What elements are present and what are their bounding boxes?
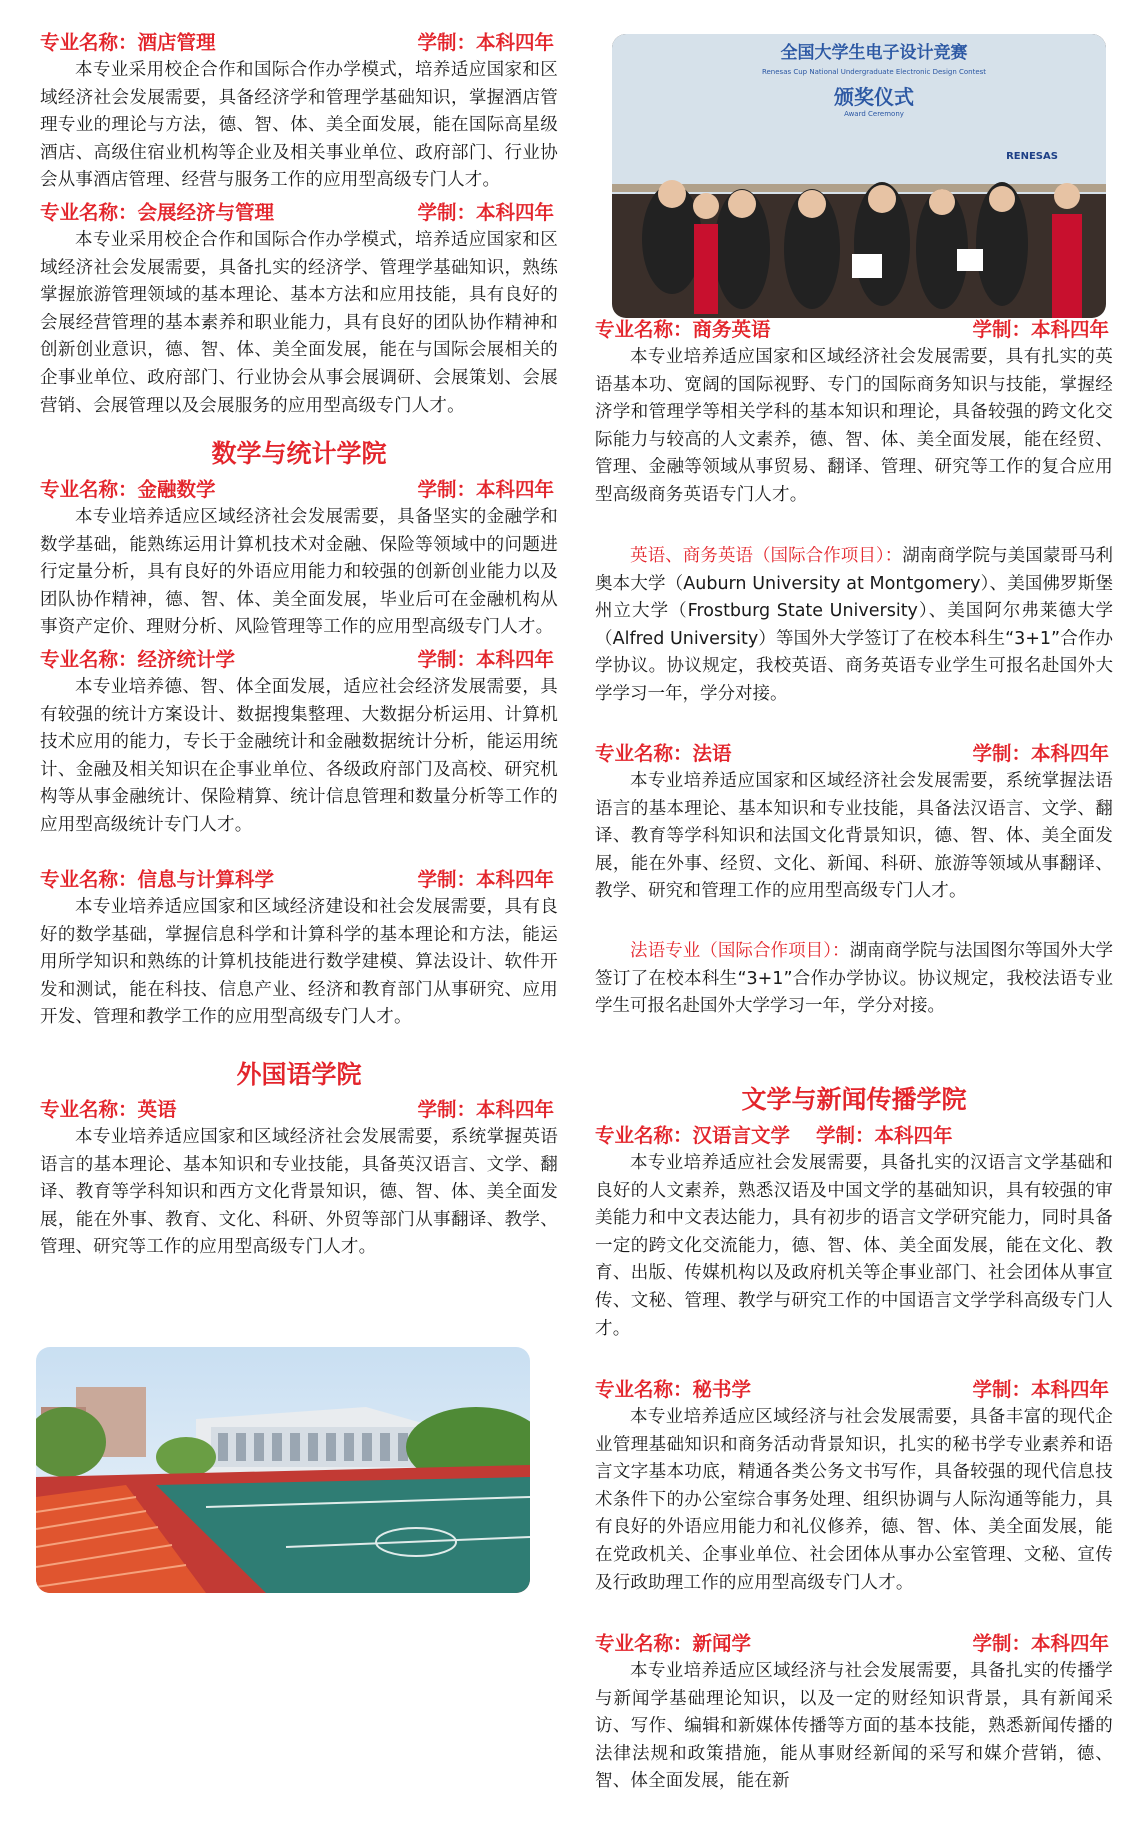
major-years: 本科四年 — [1030, 1632, 1109, 1655]
banner-title: 全国大学生电子设计竞赛 — [780, 43, 968, 63]
major-name: 经济统计学 — [137, 648, 236, 671]
major-years: 本科四年 — [1030, 742, 1109, 765]
banner-ceremony: 颁奖仪式 — [834, 85, 914, 109]
major-hotel — [40, 29, 558, 195]
major-name: 会展经济与管理 — [137, 201, 275, 224]
note-title: 法语专业（国际合作项目）： — [630, 941, 850, 961]
major-description: 本专业培养德、智、体全面发展，适应社会经济发展需要，具有较强的统计方案设计、数据搜集整理、大数据分析运用、计算机技术应用的能力，专长于金融统计和金融数据统计分析，能运用统计、金融及相关知识在企事业单位、各级政府部门及高校、研究机构等从事金融统计、保险精算、统计信息管理和数量分析等工作的应用型高级统计专门人才。 — [40, 677, 558, 835]
major-years: 本科四年 — [874, 1124, 953, 1147]
major-english — [40, 1096, 558, 1262]
college-title-literature: 文学与新闻传播学院 — [741, 1085, 967, 1114]
major-heading: 专业名称：商务英语 学制：本科四年 — [595, 318, 1109, 341]
major-heading: 专业名称：秘书学 学制：本科四年 — [595, 1378, 1109, 1401]
major-name: 法语 — [692, 742, 732, 765]
major-infocomp — [40, 866, 558, 1032]
major-years: 本科四年 — [1030, 318, 1109, 341]
major-years: 本科四年 — [475, 478, 554, 501]
major-heading: 专业名称：汉语言文学 学制：本科四年 — [595, 1124, 953, 1147]
intl-program-note-english — [595, 543, 1113, 709]
major-description: 本专业培养适应区域经济与社会发展需要，具备扎实的传播学与新闻学基础理论知识，以及一定的财经知识背景，具有新闻采访、写作、编辑和新媒体传播等方面的基本技能，熟悉新闻传播的法律法规和政策措施，能从事财经新闻的采写和媒介营销，德、智、体全面发展，能在新 — [595, 1661, 1113, 1792]
college-title-math: 数学与统计学院 — [211, 439, 387, 468]
major-french — [595, 740, 1113, 906]
major-journalism — [595, 1630, 1113, 1796]
note-text: 湖南商学院与美国蒙哥马利奥本大学（Auburn University at Montgomery）、美国佛罗斯堡州立大学（Frostburg State University）、美国阿尔弗莱德大学（Alfred University）等国外大学签订了在校本科生“3+1”合作办学协议。协议规定，我校英语、商务英语专业学生可报名赴国外大学学习一年，学分对接。 — [595, 546, 1114, 704]
major-exhibition — [40, 199, 558, 420]
intl-program-note-french — [595, 938, 1113, 1021]
major-name: 秘书学 — [692, 1378, 752, 1401]
major-name: 汉语言文学 — [692, 1124, 791, 1147]
banner-ceremony-en: Award Ceremony — [844, 110, 904, 118]
award-ceremony-illustration — [612, 34, 1106, 318]
major-description: 本专业培养适应国家和区域经济建设和社会发展需要，具有良好的数学基础，掌握信息科学和计算科学的基本理论和方法，能运用所学知识和熟练的计算机技能进行数学建模、算法设计、软件开发和测试，能在科技、信息产业、经济和教育部门从事研究、应用开发、管理和教学工作的应用型高级专门人才。 — [40, 897, 558, 1028]
major-years: 本科四年 — [475, 648, 554, 671]
major-bizenglish — [595, 316, 1113, 510]
major-description: 本专业培养适应区域经济社会发展需要，具备坚实的金融学和数学基础，能熟练运用计算机技术对金融、保险等领域中的问题进行定量分析，具有良好的外语应用能力和较强的创新创业能力以及团队协作精神，德、智、体、美全面发展，毕业后可在金融机构从事资产定价、理财分析、风险管理等工作的应用型高级专门人才。 — [40, 507, 558, 638]
major-econstat — [40, 646, 558, 840]
major-name: 金融数学 — [137, 478, 216, 501]
banner-subtitle: Renesas Cup National Undergraduate Electronic Design Contest — [761, 68, 987, 76]
major-description: 本专业采用校企合作和国际合作办学模式，培养适应国家和区域经济社会发展需要，具备扎实的经济学、管理学基础知识，熟练掌握旅游管理领域的基本理论、基本方法和应用技能，具有良好的会展经营管理的基本素养和职业能力，具有良好的团队协作精神和创新创业意识，德、智、体、美全面发展，能在与国际会展相关的企事业单位、政府部门、行业协会从事会展调研、会展策划、会展营销、会展管理以及会展服务的应用型高级专门人才。 — [40, 230, 558, 416]
college-title-foreign: 外国语学院 — [236, 1060, 362, 1089]
major-heading: 专业名称：信息与计算科学 学制：本科四年 — [40, 868, 554, 891]
banner-brand: RENESAS — [1006, 151, 1058, 162]
major-heading: 专业名称：法语 学制：本科四年 — [595, 742, 1109, 765]
note-title: 英语、商务英语（国际合作项目）： — [630, 546, 903, 566]
major-years: 本科四年 — [1030, 1378, 1109, 1401]
major-description: 本专业培养适应区域经济与社会发展需要，具备丰富的现代企业管理基础知识和商务活动背景知识，扎实的秘书学专业素养和语言文字基本功底，精通各类公务文书写作，具备较强的现代信息技术条件下的办公室综合事务处理、组织协调与人际沟通等能力，具有良好的外语应用能力和礼仪修养，德、智、体、美全面发展，能在党政机关、企事业单位、社会团体从事办公室管理、文秘、宣传及行政助理工作的应用型高级专门人才。 — [595, 1407, 1113, 1593]
major-years: 本科四年 — [475, 1098, 554, 1121]
major-heading: 专业名称：新闻学 学制：本科四年 — [595, 1632, 1109, 1655]
note-text: 湖南商学院与法国图尔等国外大学签订了在校本科生“3+1”合作办学协议。协议规定，我校法语专业学生可报名赴国外大学学习一年，学分对接。 — [595, 941, 1114, 1017]
major-name: 英语 — [137, 1098, 177, 1121]
major-years: 本科四年 — [475, 868, 554, 891]
major-secretary — [595, 1376, 1113, 1597]
major-years: 本科四年 — [475, 201, 554, 224]
major-name: 酒店管理 — [137, 31, 216, 54]
major-description: 本专业采用校企合作和国际合作办学模式，培养适应国家和区域经济社会发展需要，具备经济学和管理学基础知识，掌握酒店管理专业的理论与方法，德、智、体、美全面发展，能在国际高星级酒店、高级住宿业机构等企业及相关事业单位、政府部门、行业协会从事酒店管理、经营与服务工作的应用型高级专门人才。 — [40, 60, 558, 191]
major-chinese — [595, 1122, 1113, 1343]
award-ceremony-photo — [612, 34, 1106, 318]
major-description: 本专业培养适应国家和区域经济社会发展需要，系统掌握英语语言的基本理论、基本知识和专业技能，具备英汉语言、文学、翻译、教育等学科知识和西方文化背景知识，德、智、体、美全面发展，能在外事、教育、文化、科研、外贸等部门从事翻译、教学、管理、研究等工作的应用型高级专门人才。 — [40, 1127, 558, 1258]
campus-court-photo — [36, 1347, 530, 1593]
major-years: 本科四年 — [475, 31, 554, 54]
major-name: 新闻学 — [692, 1632, 752, 1655]
major-heading: 专业名称：酒店管理 学制：本科四年 — [40, 31, 554, 54]
major-name: 信息与计算科学 — [137, 868, 275, 891]
campus-court-illustration — [36, 1347, 530, 1593]
major-description: 本专业培养适应国家和区域经济社会发展需要，系统掌握法语语言的基本理论、基本知识和专业技能，具备法汉语言、文学、翻译、教育等学科知识和法国文化背景知识，德、智、体、美全面发展，能在外事、经贸、文化、新闻、科研、旅游等领域从事翻译、教学、研究和管理工作的应用型高级专门人才。 — [595, 771, 1113, 902]
major-name: 商务英语 — [692, 318, 771, 341]
major-heading: 专业名称：英语 学制：本科四年 — [40, 1098, 554, 1121]
major-heading: 专业名称：经济统计学 学制：本科四年 — [40, 648, 554, 671]
major-finmath — [40, 476, 558, 642]
major-description: 本专业培养适应国家和区域经济社会发展需要，具有扎实的英语基本功、宽阔的国际视野、专门的国际商务知识与技能，掌握经济学和管理学等相关学科的基本知识和理论，具备较强的跨文化交际能力与较高的人文素养，德、智、体、美全面发展，能在经贸、管理、金融等领域从事贸易、翻译、管理、研究等工作的复合应用型高级商务英语专门人才。 — [595, 347, 1113, 505]
major-heading: 专业名称：金融数学 学制：本科四年 — [40, 478, 554, 501]
major-heading: 专业名称：会展经济与管理 学制：本科四年 — [40, 201, 554, 224]
major-description: 本专业培养适应社会发展需要，具备扎实的汉语言文学基础和良好的人文素养，熟悉汉语及中国文学的基础知识，具有较强的审美能力和中文表达能力，具有初步的语言文学研究能力，同时具备一定的跨文化交流能力，德、智、体、美全面发展，能在文化、教育、出版、传媒机构以及政府机关等企事业部门、社会团体从事宣传、文秘、管理、教学与研究工作的中国语言文学学科高级专门人才。 — [595, 1153, 1113, 1339]
